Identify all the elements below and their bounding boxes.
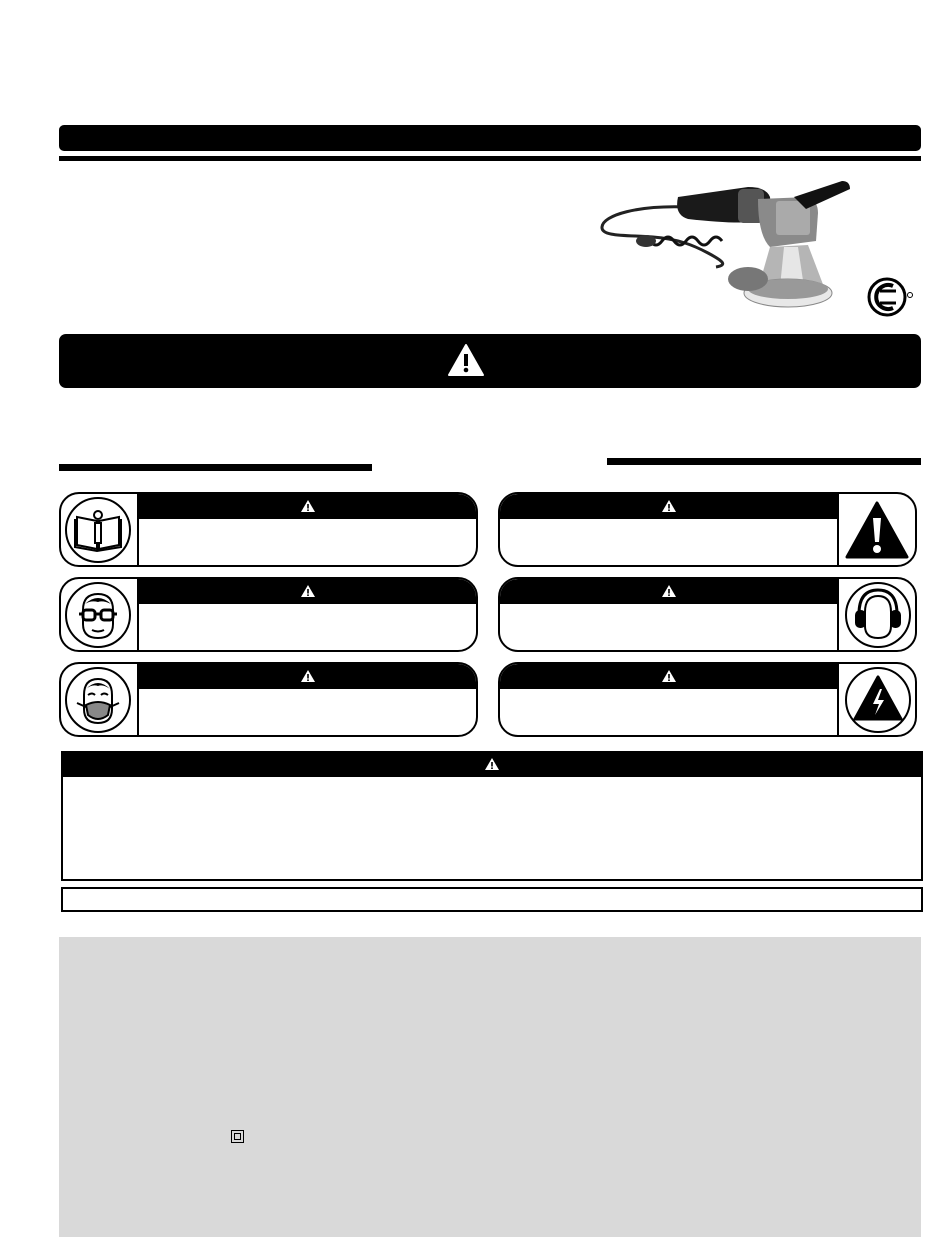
ear-protection-icon: [845, 582, 911, 648]
box-header: [500, 494, 837, 519]
box-body: [500, 519, 837, 565]
eye-protection-icon: [65, 582, 131, 648]
section-rule-left: [59, 464, 372, 471]
warning-triangle-icon: [447, 343, 485, 377]
warning-triangle-icon: [661, 669, 677, 683]
double-insulated-icon: [231, 1130, 244, 1143]
box-divider: [837, 579, 839, 650]
read-manual-icon: [65, 497, 131, 563]
electric-shock-icon: [845, 667, 911, 733]
box-header: [139, 579, 476, 604]
section-rule-right: [607, 458, 921, 465]
box-header: [500, 664, 837, 689]
box-header: [63, 753, 921, 777]
safety-box-electric-shock: [498, 662, 917, 737]
box-body: [139, 689, 476, 735]
safety-box-general-alert: [498, 492, 917, 567]
warning-banner: [59, 334, 921, 388]
safety-warning-box: [61, 751, 923, 881]
safety-box-eye-protection: [59, 577, 478, 652]
warning-triangle-icon: [300, 499, 316, 513]
warning-triangle-icon: [661, 499, 677, 513]
box-divider: [837, 664, 839, 735]
note-bar: [61, 887, 923, 912]
box-body: [500, 604, 837, 650]
warning-triangle-icon: [300, 584, 316, 598]
warning-triangle-icon: [661, 584, 677, 598]
warning-triangle-icon: [484, 757, 500, 771]
box-body: [500, 689, 837, 735]
product-photo: [598, 175, 852, 333]
box-header: [139, 664, 476, 689]
exclamation-triangle-icon: [845, 500, 909, 560]
specifications-panel: [59, 937, 921, 1237]
respirator-icon: [65, 667, 131, 733]
box-body: [139, 604, 476, 650]
box-header: [139, 494, 476, 519]
safety-box-read-manual: [59, 492, 478, 567]
box-divider: [837, 494, 839, 565]
safety-box-respirator: [59, 662, 478, 737]
title-bar: [59, 125, 921, 151]
warning-triangle-icon: [300, 669, 316, 683]
box-body: [139, 519, 476, 565]
title-underline: [59, 156, 921, 161]
box-header: [500, 579, 837, 604]
csa-mark-icon: [866, 274, 914, 320]
safety-box-ear-protection: [498, 577, 917, 652]
